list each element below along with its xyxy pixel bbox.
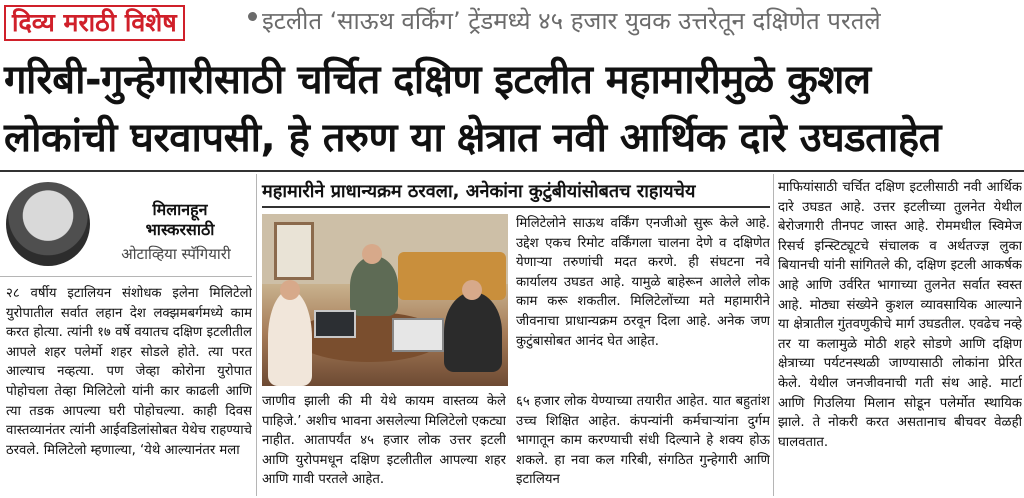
article-column-1: २८ वर्षीय इटालियन संशोधक इलेना मिलिटेलो युरोपातील सर्वात लहान देश लक्झमबर्गमध्ये काम करत होत्या. त्यांनी १७ वर्षे वयातच दक्षिण इटलीतील आपले शहर पलेर्मो शहर सोडले होते. त्या परत आल्याच नव्हत्या. पण जेव्हा कोरोना युरोपात पोहोचला तेव्हा मिलिटेलो यांनी कार काढली आणि त्या तडक आपल्या घरी पोहोचल्या. काही दिवस वास्तव्यानंतर त्यांनी आईवडिलांसोबत येथेच राहण्याचे ठरवले. मिलिटेलो म्हणाल्या, ‘येथे आल्यानंतर मला (6, 286, 252, 458)
photo-person-right (444, 292, 502, 372)
photo-window (274, 222, 314, 280)
byline (0, 174, 250, 274)
byline-role: भास्करसाठी (145, 220, 215, 239)
author-photo (6, 182, 90, 266)
bullet-dot (248, 12, 257, 21)
section-underline (262, 206, 770, 208)
header-bar (0, 0, 1024, 46)
photo-head-center (362, 244, 382, 264)
article-column-5: माफियांसाठी चर्चित दक्षिण इटलीसाठी नवी आर्थिक दारे उघडत आहे. उत्तर इटलीच्या तुलनेत येथील बेरोजगारी तीनपट जास्त आहे. रोममधील स्विमेज रिसर्च इन्स्टिट्यूटचे संचालक व अर्थतज्ज्ञ लुका बियानची यांनी सांगितले की, दक्षिण इटली आकर्षक आहे आणि उर्वरित भागाच्या तुलनेत सर्वात स्वस्त आहे. मोठ्या संख्येने कुशल व्यावसायिक आल्याने या क्षेत्रातील गुंतवणुकीचे मार्ग उघडतील. एवढेच नव्हे तर या कलामुळे मोठी शहरे सोडणे आणि दक्षिण क्षेत्राच्या पर्यटनस्थळी जाण्यासाठी लोकांना प्रेरित केले. येथील जनजीवनाची गती संथ आहे. मार्टा आणि गिउलिया मिलान सोडून पलेर्मोत स्थायिक झाले. ते नोकरी करत असतानाच बीचवर वेळही घालवतात. (778, 180, 1022, 450)
photo-person-left (268, 290, 312, 386)
photo-head-left (280, 280, 300, 300)
section-kicker: दिव्य मराठी विशेष (4, 5, 185, 41)
headline-rule (0, 170, 1024, 172)
article-column-2: जाणीव झाली की मी येथे कायम वास्तव्य केले पाहिजे.’ अशीच भावना असलेल्या मिलिटेलो एकट्या नाहीत. आतापर्यंत ४५ हजार लोक उत्तर इटली आणि युरोपमधून दक्षिण इटलीतील आपल्या शहर आणि गावी परतले आहेत. (262, 394, 506, 488)
column-rule-1 (256, 174, 257, 496)
byline-location: मिलानहून (152, 200, 208, 219)
photo-person-center (350, 256, 398, 316)
headline-line-2: लोकांची घरवापसी, हे तरुण या क्षेत्रात नवी आर्थिक दारे उघडताहेत (4, 115, 941, 161)
article-column-3: मिलिटेलोने साऊथ वर्किंग एनजीओ सुरू केले आहे. उद्देश एकच रिमोट वर्किंगला चालना देणे व दक्षिणेत येणाऱ्या तरुणांची मदत करणे. ही संघटना नवे कार्यालय उघडत आहे. यामुळे बाहेरून आलेले लोक काम करू शकतील. मिलिटेलोंच्या मते महामारीने जीवनाचा प्राधान्यक्रम ठरवून दिला आहे. अनेक जण कुटुंबासोबत आनंद घेत आहेत. (516, 216, 770, 349)
column-rule-2 (773, 174, 774, 496)
article-column-4: ६५ हजार लोक येण्याच्या तयारीत आहेत. यात बहुतांश उच्च शिक्षित आहेत. कंपन्यांनी कर्मचाऱ्यांना दुर्गम भागातून काम करण्याची संधी दिल्याने हे शक्य होऊ शकले. हा नवा कल गरिबी, संगठित गुन्हेगारी आणि इटालियन (516, 394, 770, 488)
photo-laptop-1 (314, 310, 356, 338)
section-title: महामारीने प्राधान्यक्रम ठरवला, अनेकांना कुटुंबीयांसोबतच राहायचेय (262, 181, 696, 202)
subhead: इटलीत ‘साऊथ वर्किंग’ ट्रेंडमध्ये ४५ हजार युवक उत्तरेतून दक्षिणेत परतले (262, 7, 881, 35)
photo-sofa (398, 252, 506, 300)
byline-author: ओटाव्हिया स्पॅगियारी (121, 245, 231, 263)
photo-head-right (462, 280, 482, 300)
article-photo (262, 214, 508, 386)
headline-line-1: गरिबी-गुन्हेगारीसाठी चर्चित दक्षिण इटलीत महामारीमुळे कुशल (4, 57, 871, 103)
byline-rule (0, 276, 252, 277)
photo-laptop-2 (392, 318, 444, 352)
